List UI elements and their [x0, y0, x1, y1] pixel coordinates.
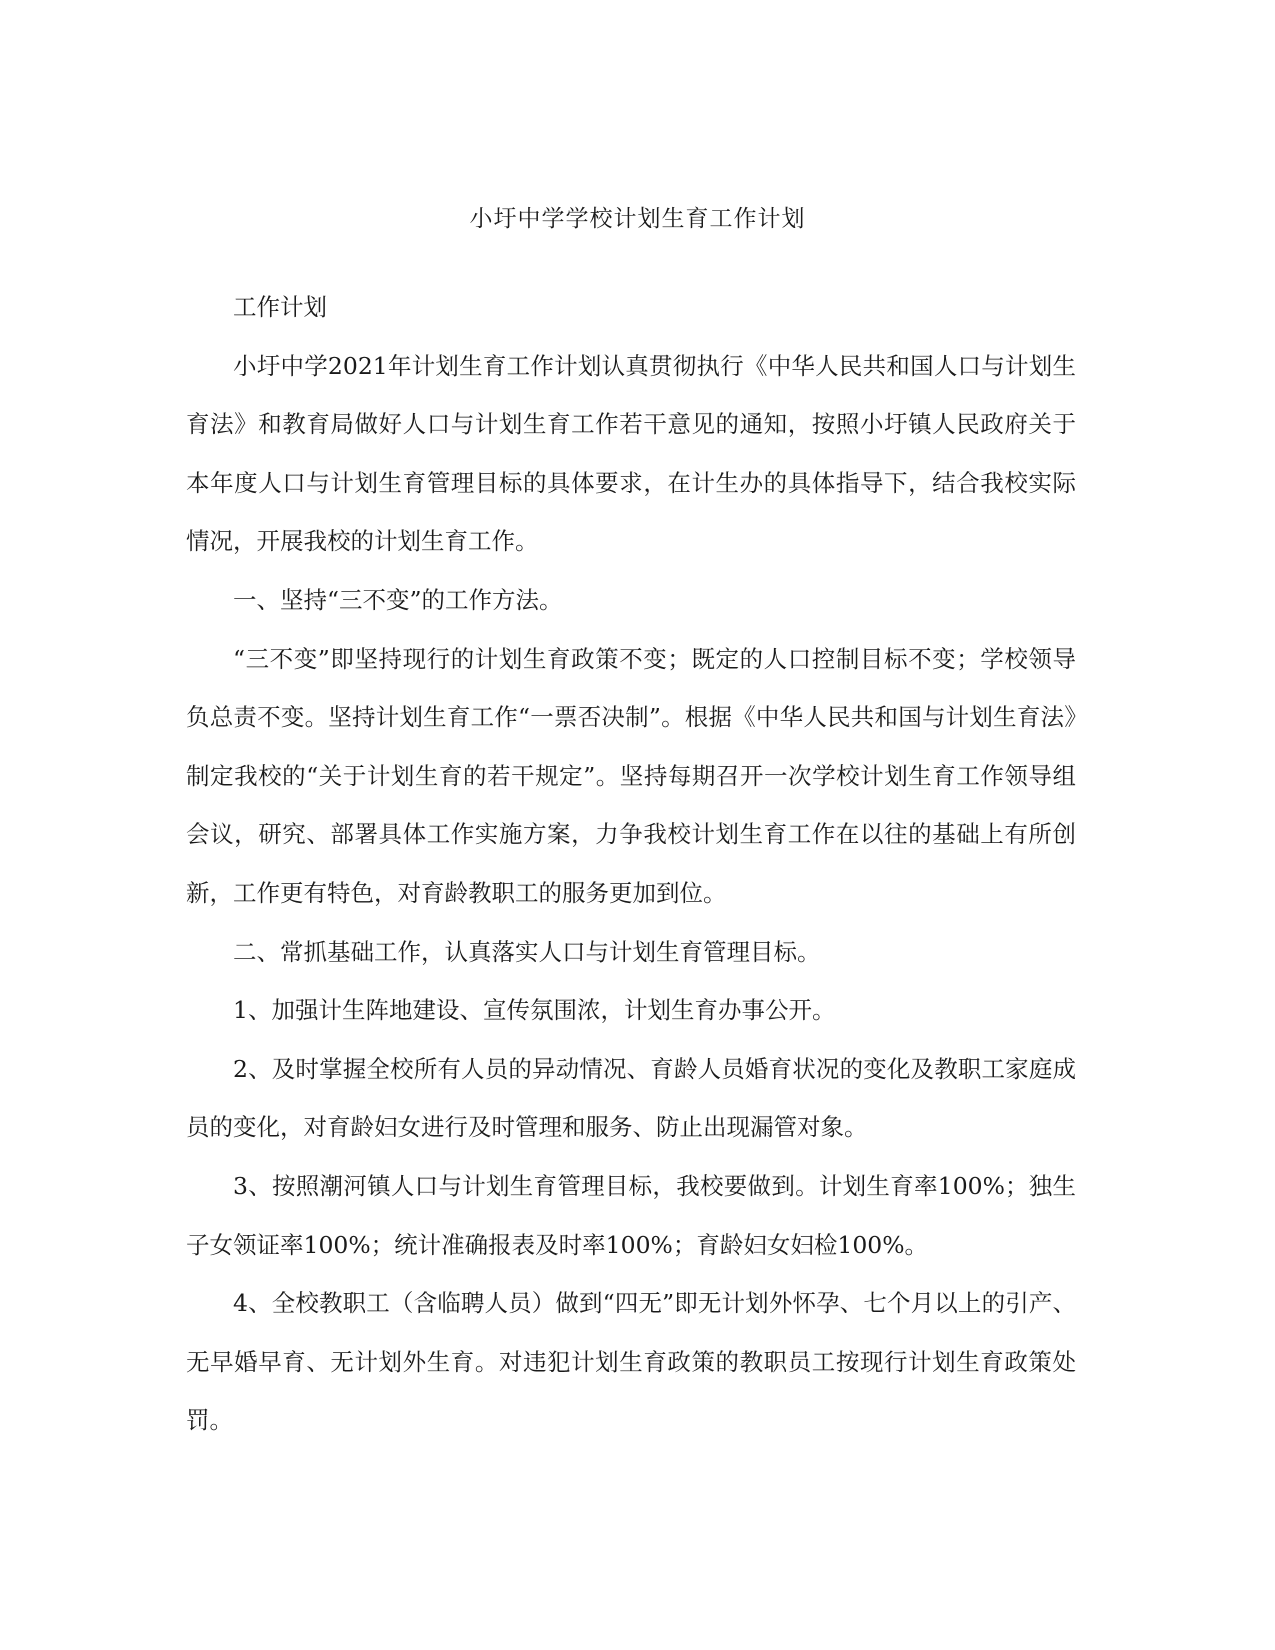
- section-heading-work-plan: 工作计划: [233, 293, 327, 321]
- section-heading-1: 一、坚持“三不变”的工作方法。: [233, 585, 563, 614]
- list-item-1: 1、加强计生阵地建设、宣传氛围浓，计划生育办事公开。: [233, 996, 836, 1025]
- list-item-3: 3、按照潮河镇人口与计划生育管理目标，我校要做到。计划生育率100%；独生子女领证率100%；统计准确报表及时率100%；育龄妇女妇检100%。: [186, 1171, 1076, 1259]
- document-title: 小圩中学学校计划生育工作计划: [469, 206, 806, 232]
- document-body: [186, 278, 1076, 1450]
- list-item-4: 4、全校教职工（含临聘人员）做到“四无”即无计划外怀孕、七个月以上的引产、无早婚早育、无计划外生育。对违犯计划生育政策的教职员工按现行计划生育政策处罚。: [186, 1289, 1076, 1435]
- section-1-paragraph: “三不变”即坚持现行的计划生育政策不变；既定的人口控制目标不变；学校领导负总责不变。坚持计划生育工作“一票否决制”。根据《中华人民共和国与计划生育法》制定我校的“关于计划生育的若干规定”。坚持每期召开一次学校计划生育工作领导组会议，研究、部署具体工作实施方案，力争我校计划生育工作在以往的基础上有所创新，工作更有特色，对育龄教职工的服务更加到位。: [186, 644, 1076, 907]
- list-item-2: 2、及时掌握全校所有人员的异动情况、育龄人员婚育状况的变化及教职工家庭成员的变化，对育龄妇女进行及时管理和服务、防止出现漏管对象。: [186, 1054, 1076, 1142]
- intro-paragraph: 小圩中学2021年计划生育工作计划认真贯彻执行《中华人民共和国人口与计划生育法》和教育局做好人口与计划生育工作若干意见的通知，按照小圩镇人民政府关于本年度人口与计划生育管理目标的具体要求，在计生办的具体指导下，结合我校实际情况，开展我校的计划生育工作。: [186, 351, 1076, 556]
- section-heading-2: 二、常抓基础工作，认真落实人口与计划生育管理目标。: [233, 937, 821, 966]
